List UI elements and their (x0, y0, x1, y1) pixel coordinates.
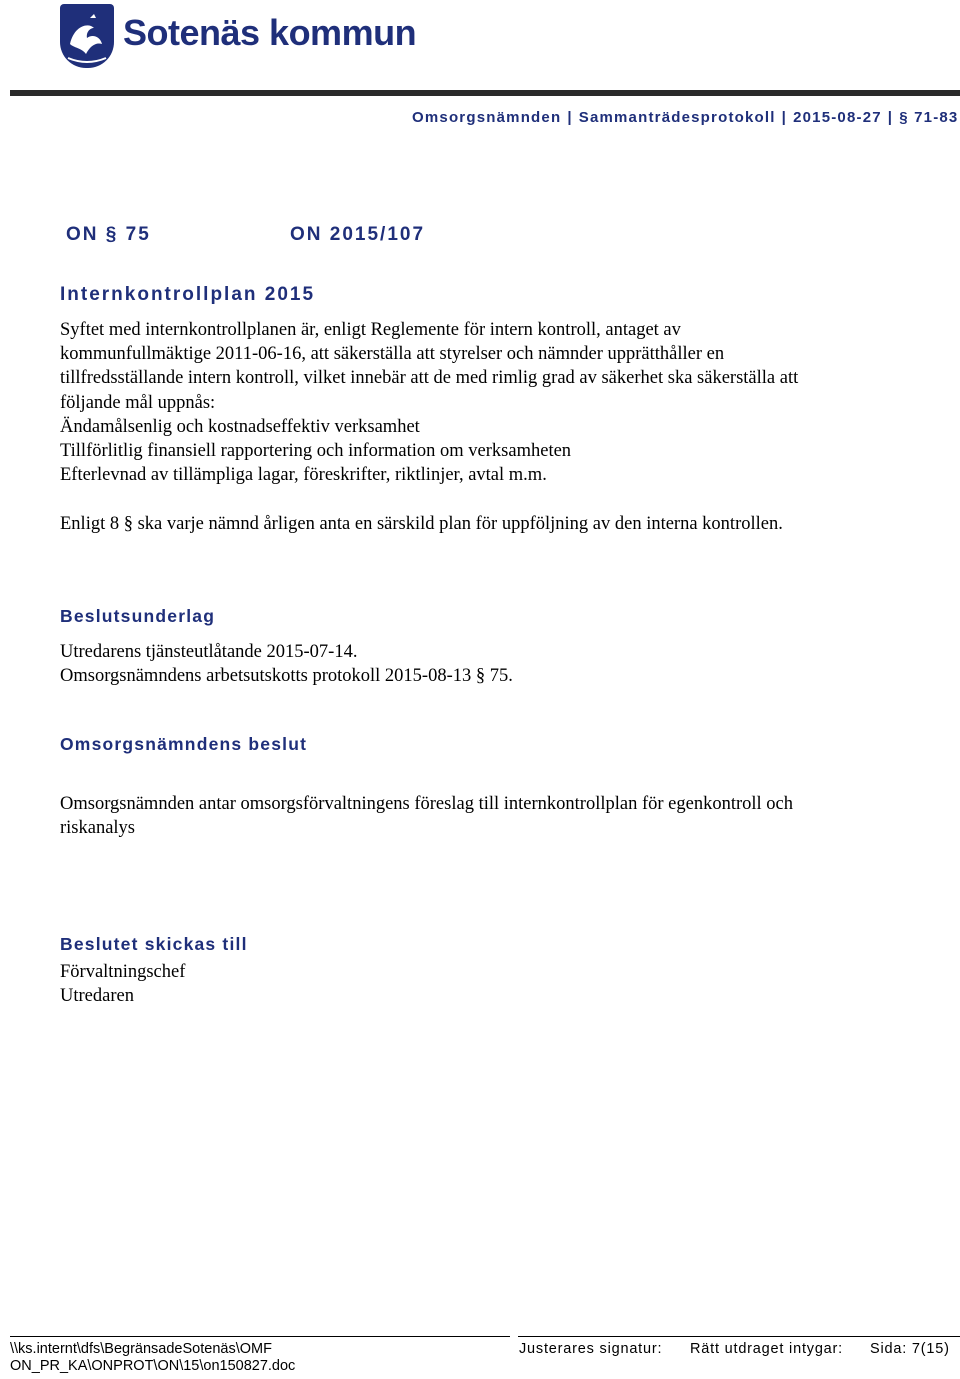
case-number: ON 2015/107 (290, 224, 426, 245)
header-paragraphs: § 71-83 (899, 109, 959, 126)
decision-line: riskanalys (60, 818, 136, 839)
page-number: Sida: 7(15) (870, 1341, 950, 1357)
header-date: 2015-08-27 (793, 109, 882, 126)
rule-text: Enligt 8 § ska varje nämnd årligen anta en särskild plan för uppföljning av den interna kontrollen. (60, 514, 783, 534)
signature-label: Justerares signatur: (519, 1341, 663, 1357)
intro-line: följande mål uppnås: (60, 392, 216, 413)
goal-line: Ändamålsenlig och kostnadseffektiv verksamhet (60, 416, 420, 437)
intro-line: tillfredsställande intern kontroll, vilket innebär att de med rimlig grad av säkerhet ska säkerställa att (60, 368, 799, 389)
file-path-line-2: ON_PR_KA\ONPROT\ON\15\on150827.doc (10, 1358, 296, 1374)
header-doc-type: Sammanträdesprotokoll (578, 109, 776, 126)
goal-line: Efterlevnad av tillämpliga lagar, föreskrifter, riktlinjer, avtal m.m. (60, 465, 547, 486)
decision-line: Omsorgsnämnden antar omsorgsförvaltningens föreslag till internkontrollplan för egenkontroll och (60, 794, 793, 814)
footer-divider-right (518, 1336, 960, 1337)
intro-line: Syftet med internkontrollplanen är, enligt Reglemente för intern kontroll, antaget av (60, 320, 681, 340)
header-divider (10, 90, 960, 96)
recipients-heading: Beslutet skickas till (60, 934, 248, 954)
goal-line: Tillförlitlig finansiell rapportering och information om verksamheten (60, 440, 572, 461)
intro-text (60, 318, 798, 487)
basis-item: Utredarens tjänsteutlåtande 2015-07-14. (60, 642, 358, 662)
coat-of-arms-icon (60, 4, 114, 68)
basis-heading: Beslutsunderlag (60, 606, 216, 626)
protocol-header: Omsorgsnämnden | Sammanträdesprotokoll | 2015-08-27 | § 71-83 (412, 109, 959, 126)
paragraph-number: ON § 75 (66, 224, 151, 245)
footer-divider-left (10, 1336, 510, 1337)
municipality-logo-text: Sotenäs kommun (123, 12, 417, 53)
header-committee: Omsorgsnämnden (412, 109, 562, 126)
decision-text (60, 792, 793, 840)
recipients-list (60, 960, 185, 1008)
recipient-item: Förvaltningschef (60, 962, 186, 982)
basis-list (60, 640, 513, 688)
recipient-item: Utredaren (60, 986, 134, 1007)
extract-label: Rätt utdraget intygar: (690, 1341, 844, 1357)
page-title: Internkontrollplan 2015 (60, 284, 316, 305)
basis-item: Omsorgsnämndens arbetsutskotts protokoll 2015-08-13 § 75. (60, 666, 513, 687)
decision-heading: Omsorgsnämndens beslut (60, 734, 308, 754)
intro-line: kommunfullmäktige 2011-06-16, att säkerställa att styrelser och nämnder upprätthåller en (60, 344, 725, 365)
file-path-line-1: \\ks.internt\dfs\BegränsadeSotenäs\OMF (10, 1341, 272, 1357)
